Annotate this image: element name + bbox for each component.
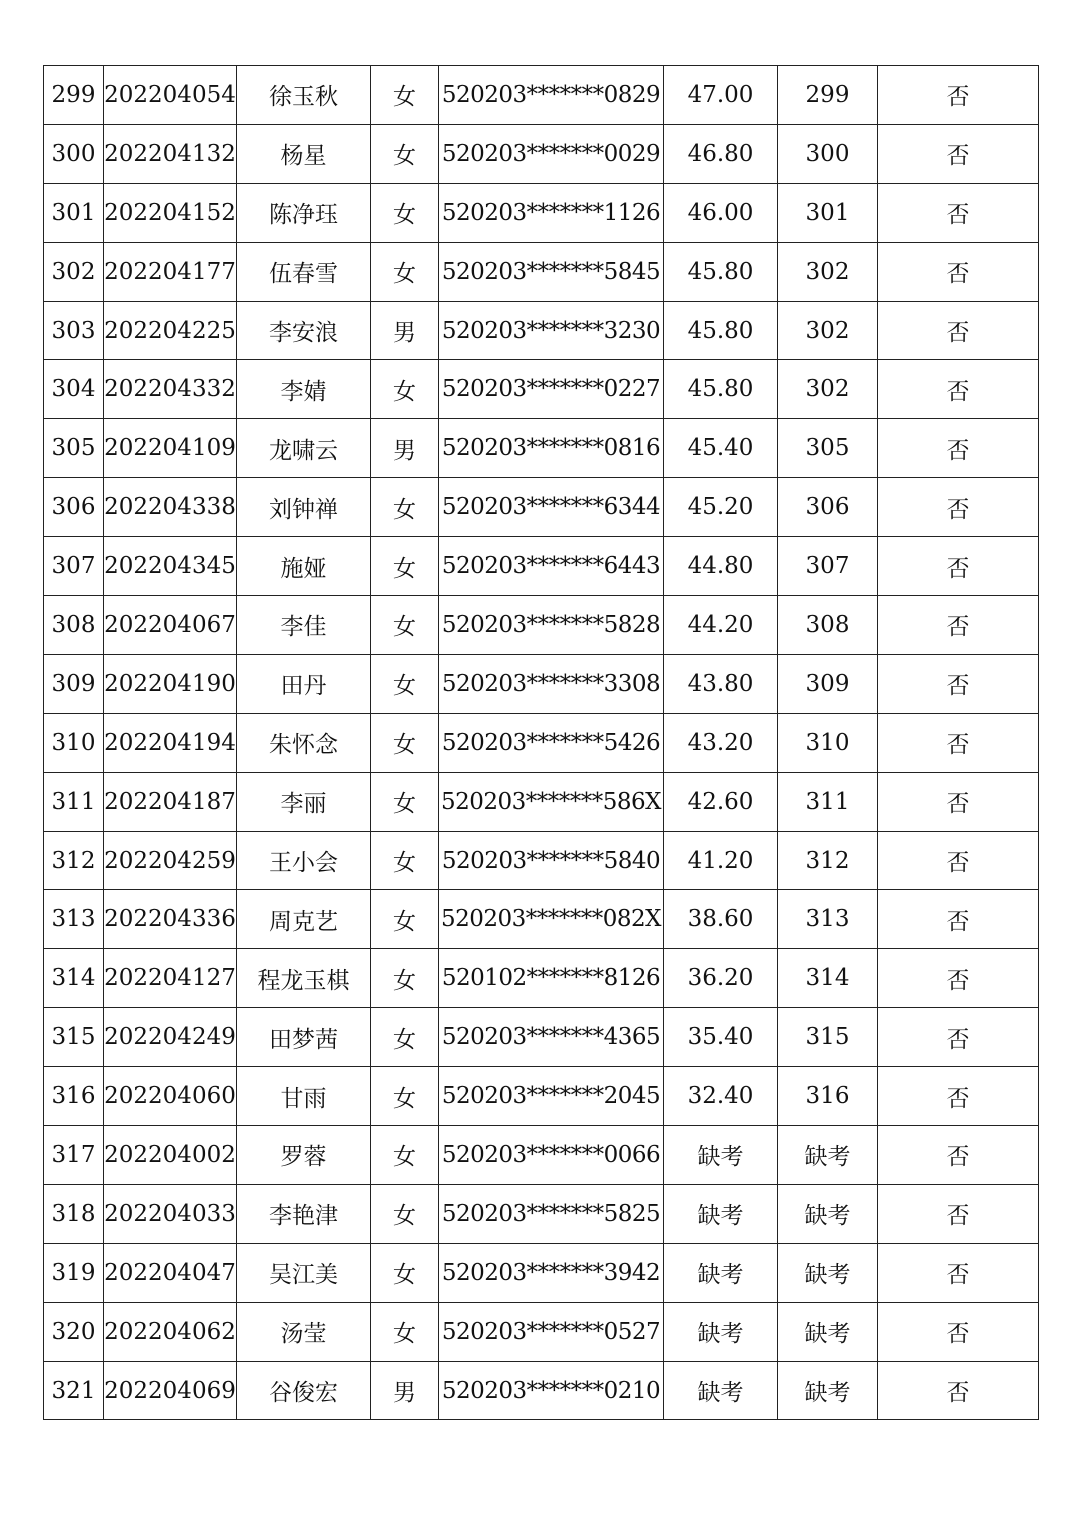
id-number-cell: 520203*******0227: [439, 360, 664, 419]
gender-cell: 女: [371, 596, 439, 655]
name-cell: 李安浪: [237, 301, 371, 360]
exam-number-cell: 202204336: [104, 890, 237, 949]
exam-number-cell: 202204060: [104, 1067, 237, 1126]
enter-status-cell: 否: [878, 124, 1039, 183]
seq-cell: 302: [44, 242, 104, 301]
gender-cell: 女: [371, 66, 439, 125]
enter-status-cell: 否: [878, 242, 1039, 301]
enter-status-cell: 否: [878, 596, 1039, 655]
gender-cell: 女: [371, 831, 439, 890]
seq-cell: 306: [44, 478, 104, 537]
seq-cell: 299: [44, 66, 104, 125]
rank-cell: 302: [778, 242, 878, 301]
rank-cell: 308: [778, 596, 878, 655]
seq-cell: 305: [44, 419, 104, 478]
id-number-cell: 520203*******5828: [439, 596, 664, 655]
rank-cell: 312: [778, 831, 878, 890]
id-number-cell: 520203*******6344: [439, 478, 664, 537]
enter-status-cell: 否: [878, 654, 1039, 713]
exam-number-cell: 202204002: [104, 1126, 237, 1185]
exam-number-cell: 202204054: [104, 66, 237, 125]
enter-status-cell: 否: [878, 1361, 1039, 1420]
id-number-cell: 520203*******3308: [439, 654, 664, 713]
name-cell: 李婧: [237, 360, 371, 419]
exam-number-cell: 202204047: [104, 1243, 237, 1302]
gender-cell: 女: [371, 360, 439, 419]
score-cell: 43.20: [664, 713, 778, 772]
id-number-cell: 520203*******0066: [439, 1126, 664, 1185]
table-row: [44, 419, 1039, 478]
table-row: [44, 831, 1039, 890]
seq-cell: 304: [44, 360, 104, 419]
gender-cell: 女: [371, 713, 439, 772]
id-number-cell: 520203*******5840: [439, 831, 664, 890]
name-cell: 伍春雪: [237, 242, 371, 301]
id-number-cell: 520102*******8126: [439, 949, 664, 1008]
table-row: [44, 713, 1039, 772]
exam-number-cell: 202204132: [104, 124, 237, 183]
name-cell: 罗蓉: [237, 1126, 371, 1185]
name-cell: 周克艺: [237, 890, 371, 949]
id-number-cell: 520203*******5825: [439, 1184, 664, 1243]
gender-cell: 女: [371, 1302, 439, 1361]
exam-number-cell: 202204152: [104, 183, 237, 242]
id-number-cell: 520203*******5845: [439, 242, 664, 301]
score-cell: 32.40: [664, 1067, 778, 1126]
enter-status-cell: 否: [878, 1008, 1039, 1067]
table-row: [44, 124, 1039, 183]
name-cell: 田丹: [237, 654, 371, 713]
score-cell: 42.60: [664, 772, 778, 831]
exam-number-cell: 202204225: [104, 301, 237, 360]
enter-status-cell: 否: [878, 1067, 1039, 1126]
table-row: [44, 1243, 1039, 1302]
score-cell: 缺考: [664, 1184, 778, 1243]
seq-cell: 318: [44, 1184, 104, 1243]
exam-number-cell: 202204062: [104, 1302, 237, 1361]
name-cell: 施娅: [237, 537, 371, 596]
enter-status-cell: 否: [878, 772, 1039, 831]
table-body: [44, 66, 1039, 1420]
score-cell: 44.80: [664, 537, 778, 596]
gender-cell: 男: [371, 301, 439, 360]
table-row: [44, 1361, 1039, 1420]
table-row: [44, 1302, 1039, 1361]
exam-number-cell: 202204332: [104, 360, 237, 419]
name-cell: 李佳: [237, 596, 371, 655]
seq-cell: 313: [44, 890, 104, 949]
score-cell: 缺考: [664, 1361, 778, 1420]
rank-cell: 307: [778, 537, 878, 596]
name-cell: 程龙玉棋: [237, 949, 371, 1008]
name-cell: 刘钟禅: [237, 478, 371, 537]
id-number-cell: 520203*******0210: [439, 1361, 664, 1420]
id-number-cell: 520203*******082X: [439, 890, 664, 949]
rank-cell: 301: [778, 183, 878, 242]
score-cell: 44.20: [664, 596, 778, 655]
score-cell: 45.80: [664, 360, 778, 419]
enter-status-cell: 否: [878, 1302, 1039, 1361]
id-number-cell: 520203*******2045: [439, 1067, 664, 1126]
rank-cell: 302: [778, 360, 878, 419]
results-table: [43, 65, 1039, 1420]
exam-number-cell: 202204127: [104, 949, 237, 1008]
name-cell: 甘雨: [237, 1067, 371, 1126]
id-number-cell: 520203*******1126: [439, 183, 664, 242]
score-cell: 45.40: [664, 419, 778, 478]
name-cell: 龙啸云: [237, 419, 371, 478]
enter-status-cell: 否: [878, 478, 1039, 537]
score-cell: 45.20: [664, 478, 778, 537]
table-row: [44, 183, 1039, 242]
seq-cell: 311: [44, 772, 104, 831]
exam-number-cell: 202204190: [104, 654, 237, 713]
gender-cell: 女: [371, 1008, 439, 1067]
name-cell: 朱怀念: [237, 713, 371, 772]
id-number-cell: 520203*******0029: [439, 124, 664, 183]
enter-status-cell: 否: [878, 1184, 1039, 1243]
name-cell: 田梦茜: [237, 1008, 371, 1067]
id-number-cell: 520203*******4365: [439, 1008, 664, 1067]
exam-number-cell: 202204345: [104, 537, 237, 596]
rank-cell: 缺考: [778, 1184, 878, 1243]
rank-cell: 313: [778, 890, 878, 949]
seq-cell: 309: [44, 654, 104, 713]
exam-number-cell: 202204338: [104, 478, 237, 537]
table-row: [44, 301, 1039, 360]
exam-number-cell: 202204249: [104, 1008, 237, 1067]
table-row: [44, 537, 1039, 596]
seq-cell: 308: [44, 596, 104, 655]
enter-status-cell: 否: [878, 301, 1039, 360]
seq-cell: 315: [44, 1008, 104, 1067]
exam-number-cell: 202204067: [104, 596, 237, 655]
seq-cell: 316: [44, 1067, 104, 1126]
name-cell: 汤莹: [237, 1302, 371, 1361]
score-cell: 47.00: [664, 66, 778, 125]
rank-cell: 缺考: [778, 1126, 878, 1185]
gender-cell: 女: [371, 1126, 439, 1185]
rank-cell: 302: [778, 301, 878, 360]
score-cell: 38.60: [664, 890, 778, 949]
rank-cell: 315: [778, 1008, 878, 1067]
id-number-cell: 520203*******6443: [439, 537, 664, 596]
id-number-cell: 520203*******3230: [439, 301, 664, 360]
gender-cell: 女: [371, 183, 439, 242]
score-cell: 36.20: [664, 949, 778, 1008]
name-cell: 谷俊宏: [237, 1361, 371, 1420]
gender-cell: 女: [371, 124, 439, 183]
rank-cell: 314: [778, 949, 878, 1008]
enter-status-cell: 否: [878, 890, 1039, 949]
id-number-cell: 520203*******0527: [439, 1302, 664, 1361]
rank-cell: 310: [778, 713, 878, 772]
id-number-cell: 520203*******0829: [439, 66, 664, 125]
score-cell: 35.40: [664, 1008, 778, 1067]
table-row: [44, 360, 1039, 419]
rank-cell: 缺考: [778, 1243, 878, 1302]
enter-status-cell: 否: [878, 537, 1039, 596]
table-row: [44, 1184, 1039, 1243]
gender-cell: 女: [371, 242, 439, 301]
enter-status-cell: 否: [878, 419, 1039, 478]
seq-cell: 321: [44, 1361, 104, 1420]
seq-cell: 319: [44, 1243, 104, 1302]
score-cell: 缺考: [664, 1126, 778, 1185]
id-number-cell: 520203*******0816: [439, 419, 664, 478]
name-cell: 徐玉秋: [237, 66, 371, 125]
gender-cell: 男: [371, 419, 439, 478]
enter-status-cell: 否: [878, 183, 1039, 242]
table-row: [44, 890, 1039, 949]
enter-status-cell: 否: [878, 66, 1039, 125]
enter-status-cell: 否: [878, 1126, 1039, 1185]
seq-cell: 307: [44, 537, 104, 596]
rank-cell: 缺考: [778, 1361, 878, 1420]
exam-number-cell: 202204177: [104, 242, 237, 301]
table-row: [44, 242, 1039, 301]
seq-cell: 320: [44, 1302, 104, 1361]
table-row: [44, 478, 1039, 537]
enter-status-cell: 否: [878, 713, 1039, 772]
exam-number-cell: 202204033: [104, 1184, 237, 1243]
gender-cell: 女: [371, 1243, 439, 1302]
gender-cell: 女: [371, 949, 439, 1008]
rank-cell: 309: [778, 654, 878, 713]
enter-status-cell: 否: [878, 360, 1039, 419]
gender-cell: 女: [371, 890, 439, 949]
name-cell: 李丽: [237, 772, 371, 831]
score-cell: 41.20: [664, 831, 778, 890]
name-cell: 李艳津: [237, 1184, 371, 1243]
enter-status-cell: 否: [878, 949, 1039, 1008]
id-number-cell: 520203*******586X: [439, 772, 664, 831]
table-row: [44, 654, 1039, 713]
score-cell: 45.80: [664, 242, 778, 301]
score-cell: 缺考: [664, 1243, 778, 1302]
name-cell: 王小会: [237, 831, 371, 890]
rank-cell: 311: [778, 772, 878, 831]
seq-cell: 312: [44, 831, 104, 890]
enter-status-cell: 否: [878, 1243, 1039, 1302]
seq-cell: 314: [44, 949, 104, 1008]
gender-cell: 女: [371, 537, 439, 596]
score-cell: 43.80: [664, 654, 778, 713]
rank-cell: 缺考: [778, 1302, 878, 1361]
table-row: [44, 66, 1039, 125]
seq-cell: 310: [44, 713, 104, 772]
score-cell: 缺考: [664, 1302, 778, 1361]
score-cell: 46.80: [664, 124, 778, 183]
table-row: [44, 949, 1039, 1008]
id-number-cell: 520203*******3942: [439, 1243, 664, 1302]
score-cell: 45.80: [664, 301, 778, 360]
gender-cell: 女: [371, 654, 439, 713]
rank-cell: 299: [778, 66, 878, 125]
name-cell: 吴江美: [237, 1243, 371, 1302]
id-number-cell: 520203*******5426: [439, 713, 664, 772]
score-cell: 46.00: [664, 183, 778, 242]
exam-number-cell: 202204109: [104, 419, 237, 478]
rank-cell: 300: [778, 124, 878, 183]
exam-number-cell: 202204194: [104, 713, 237, 772]
gender-cell: 女: [371, 478, 439, 537]
table-row: [44, 1126, 1039, 1185]
table-row: [44, 1067, 1039, 1126]
exam-number-cell: 202204187: [104, 772, 237, 831]
seq-cell: 300: [44, 124, 104, 183]
exam-number-cell: 202204069: [104, 1361, 237, 1420]
table-row: [44, 596, 1039, 655]
name-cell: 陈净珏: [237, 183, 371, 242]
gender-cell: 女: [371, 1184, 439, 1243]
rank-cell: 305: [778, 419, 878, 478]
table-row: [44, 772, 1039, 831]
gender-cell: 女: [371, 1067, 439, 1126]
rank-cell: 306: [778, 478, 878, 537]
gender-cell: 男: [371, 1361, 439, 1420]
table-row: [44, 1008, 1039, 1067]
gender-cell: 女: [371, 772, 439, 831]
enter-status-cell: 否: [878, 831, 1039, 890]
exam-number-cell: 202204259: [104, 831, 237, 890]
seq-cell: 303: [44, 301, 104, 360]
rank-cell: 316: [778, 1067, 878, 1126]
seq-cell: 317: [44, 1126, 104, 1185]
name-cell: 杨星: [237, 124, 371, 183]
seq-cell: 301: [44, 183, 104, 242]
